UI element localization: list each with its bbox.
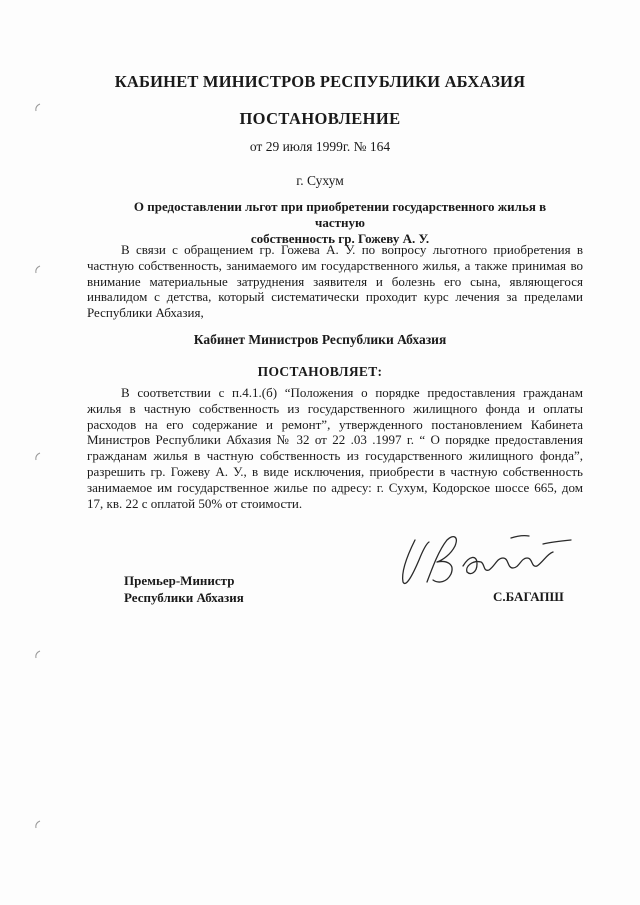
- paragraph-line: В соответствии с п.4.1.(б) “Положения о порядке предоставления гражданам: [121, 385, 583, 400]
- paragraph-line: внимание материальные затруднения заявителя и болезнь его сына, являющегося: [87, 273, 583, 289]
- subject-line: собственность гр. Гожеву А. У.: [250, 231, 430, 246]
- punch-mark-icon: [33, 265, 43, 275]
- issuing-body: Кабинет Министров Республики Абхазия: [193, 332, 447, 347]
- signatory-title-line: Премьер-Министр: [124, 573, 235, 588]
- subject-line: О предоставлении льгот при приобретении государственного жилья в частную: [133, 199, 547, 230]
- punch-mark-icon: [33, 650, 43, 660]
- paragraph-line: занимаемое им государственное жилье по адресу: г. Сухум, Кодорское шоссе 665, дом: [87, 479, 583, 495]
- date-and-number: от 29 июля 1999г. № 164: [249, 139, 391, 154]
- paragraph-line: гражданам жилья в частную собственность из государственного жилищного фонда”,: [87, 448, 583, 464]
- signatory-title: [124, 572, 244, 606]
- paragraph-line: 17, кв. 22 с оплатой 50% от стоимости.: [87, 495, 303, 511]
- paragraph-line: расходов на его содержание и ремонт”, утвержденного постановлением Кабинета: [87, 416, 583, 432]
- handwritten-signature: [393, 522, 583, 592]
- organization-heading: КАБИНЕТ МИНИСТРОВ РЕСПУБЛИКИ АБХАЗИЯ: [114, 72, 526, 91]
- paragraph-line: инвалидом с детства, который систематически проходит курс лечения за пределами: [87, 289, 583, 305]
- paragraph-line: разрешить гр. Гожеву А. У., в виде исключения, приобрести в частную собственность: [87, 463, 583, 479]
- signatory-title-line: Республики Абхазия: [124, 590, 244, 605]
- paragraph-line: Республики Абхазия,: [87, 305, 204, 321]
- paragraph-line: частную собственность, занимаемого им государственного жилья, а также принимая во: [87, 257, 583, 273]
- punch-mark-icon: [33, 452, 43, 462]
- resolves-heading: ПОСТАНОВЛЯЕТ:: [257, 364, 383, 379]
- city: г. Сухум: [296, 173, 344, 188]
- resolution-paragraph: [87, 385, 583, 511]
- paragraph-line: жилья в частную собственность из государственного жилищного фонда и оплаты: [87, 400, 583, 416]
- punch-mark-icon: [33, 820, 43, 830]
- signatory-name: С.БАГАПШ: [493, 589, 564, 604]
- document-type-heading: ПОСТАНОВЛЕНИЕ: [239, 109, 401, 128]
- paragraph-line: В связи с обращением гр. Гожева А. У. по вопросу льготного приобретения в: [121, 242, 583, 257]
- preamble-paragraph: [87, 242, 583, 321]
- document-subject: [118, 199, 562, 247]
- paragraph-line: Министров Республики Абхазия № 32 от 22 .03 .1997 г. “ О порядке предоставления: [87, 432, 583, 448]
